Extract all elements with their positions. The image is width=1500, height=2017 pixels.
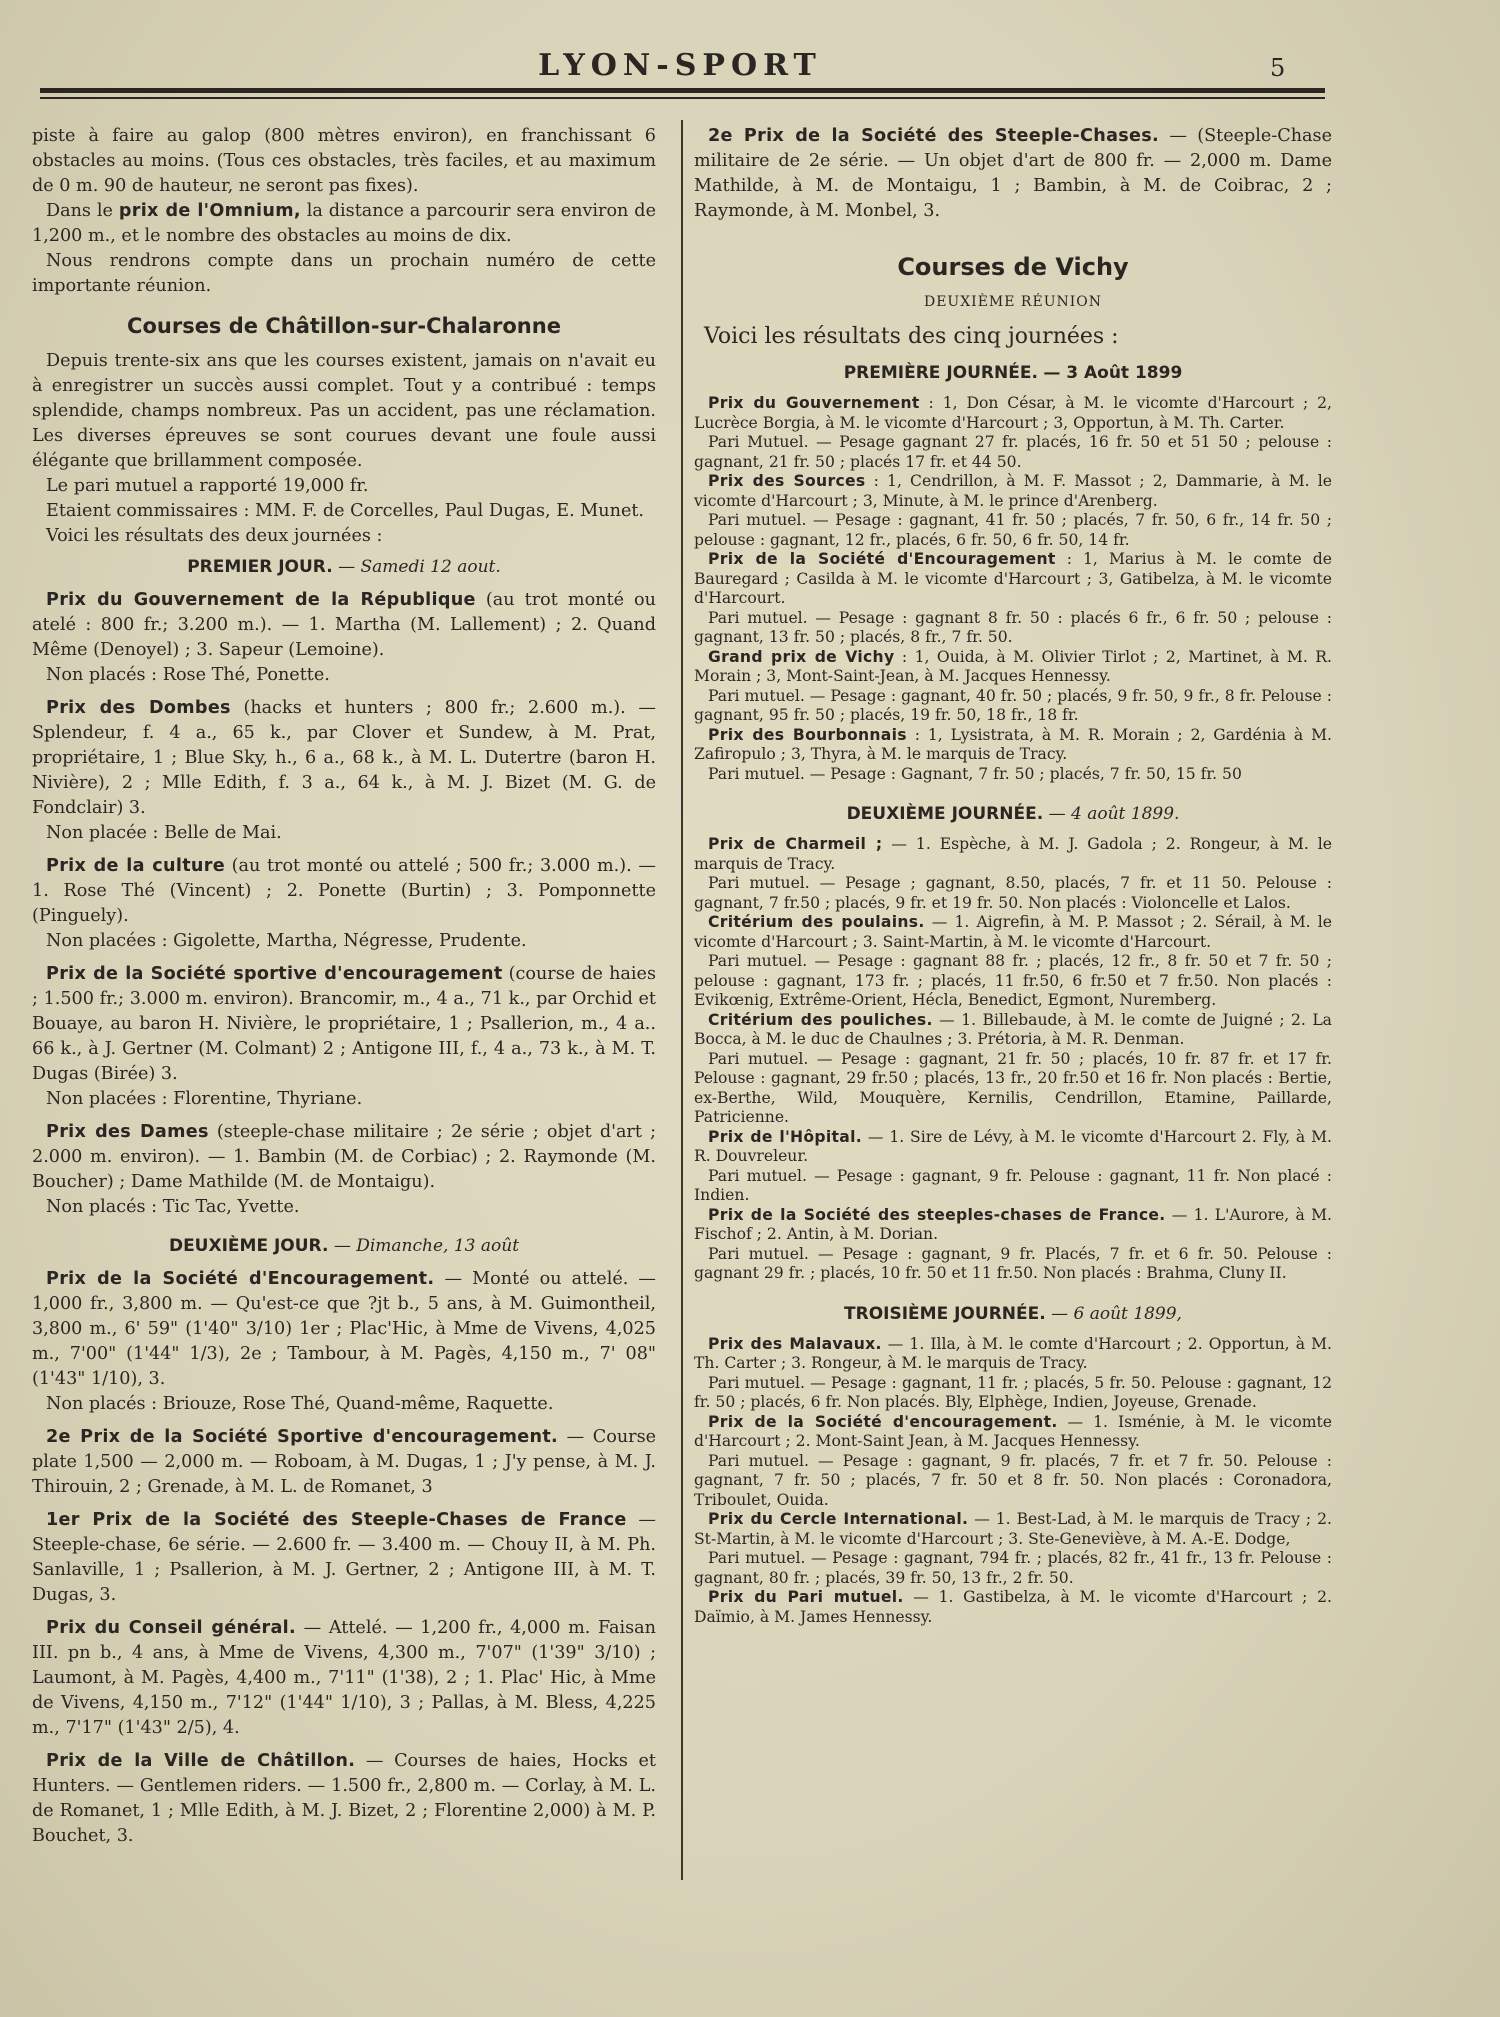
race-text: : 1, Don César, à M. le vicomte d'Harcourt ; 2, Lucrèce Borgia, à M. le vicomte d'Harcourt ; 3, Opportun, à M. Th. Carter. (694, 394, 1332, 432)
chatillon-para-1: Depuis trente-six ans que les courses existent, jamais on n'avait eu à enregistrer un succès aussi complet. Tout y a contribué : temps splendide, champs nombreux. Pas un accident, pas une réclamation. Les diverses épreuves se sont courues devant une foule aussi élégante que brillamment composée. (32, 351, 656, 471)
steeple-entry (694, 124, 1332, 224)
race-name: Prix du Gouvernement (708, 394, 920, 412)
vichy-day1-entries (694, 394, 1332, 784)
race-entry (32, 962, 656, 1087)
race-entry (32, 588, 656, 663)
pari-mutuel: Pari mutuel. — Pesage : gagnant, 11 fr. ; placés, 5 fr. 50. Pelouse : gagnant, 12 fr. 50 ; placés, 6 fr. Non placés. Bly, Elphège, Indien, Joyeuse, Grenade. (694, 1373, 1332, 1411)
race-entry (32, 854, 656, 929)
race-text: : 1, Lysistrata, à M. R. Morain ; 2, Gardénia à M. Zafiropulo ; 3, Thyra, à M. le marquis de Tracy. (694, 725, 1333, 763)
race-name: Prix du Cercle International. (708, 1510, 969, 1528)
race-name: 2e Prix de la Société des Steeple-Chases. (708, 126, 1160, 146)
pari-mutuel: Pari mutuel. — Pesage : gagnant, 41 fr. 50 ; placés, 7 fr. 50, 6 fr., 14 fr. 50 ; pelouse : gagnant, 12 fr., placés, 6 fr. 50, 6 fr. 50, 14 fr. (694, 511, 1332, 549)
column-divider (681, 120, 683, 1880)
chatillon-day2-heading (32, 1234, 656, 1259)
race-entry (694, 550, 1332, 609)
race-entry (694, 1206, 1332, 1245)
vichy-day1-heading (694, 361, 1332, 386)
race-name: Prix de l'Hôpital. (708, 1127, 862, 1146)
race-text: (course de haies ; 1.500 fr.; 3.000 m. environ). Brancomir, m., 4 a., 71 k., par Orchid et Bouaye, au baron H. Nivière, le propriétaire, 1 ; Psallerion, m., 4 a.. 66 k., à J. Gertner (M. Colmant) 2 ; Antigone III, f., 4 a., 73 k., à M. T. Dugas (Birée) 3. (32, 964, 656, 1084)
race-name: Critérium des pouliches. (708, 1010, 933, 1029)
race-name: Prix des Bourbonnais (708, 725, 907, 744)
race-text: — 1. Best-Lad, à M. le marquis de Tracy ; 2. St-Martin, à M. le vicomte d'Harcourt ; 3. Ste-Geneviève, à M. A.-E. Dodge, (694, 1510, 1332, 1548)
race-text: — (Steeple-Chase militaire de 2e série. — Un objet d'art de 800 fr. — 2,000 m. Dame Mathilde, à M. de Montaigu, 1 ; Bambin, à M. de Coibrac, 2 ; Raymonde, à M. Monbel, 3. (694, 126, 1332, 221)
pari-mutuel: Pari mutuel. — Pesage : gagnant, 40 fr. 50 ; placés, 9 fr. 50, 9 fr., 8 fr. Pelouse : gagnant, 95 fr. 50 ; placés, 19 fr. 50, 18 fr., 18 fr. (694, 686, 1332, 724)
race-entry (694, 1128, 1332, 1167)
pari-mutuel: Pari mutuel. — Pesage : gagnant, 9 fr. Placés, 7 fr. et 6 fr. 50. Pelouse : gagnant 29 fr. ; placés, 10 fr. 50 et 11 fr.50. Non placés : Brahma, Cluny II. (694, 1244, 1332, 1282)
day-date: — 4 août 1899. (1048, 804, 1180, 824)
race-entry (694, 1588, 1332, 1627)
masthead-rule-thin (40, 97, 1325, 99)
race-text: — 1. Isménie, à M. le vicomte d'Harcourt ; 2. Mont-Saint Jean, à M. Jacques Hennessy. (694, 1412, 1332, 1450)
vichy-day3-heading (694, 1302, 1332, 1327)
race-entry (694, 1413, 1332, 1452)
continuation-paragraph: piste à faire au galop (800 mètres environ), en franchissant 6 obstacles au moins. (Tous ces obstacles, très faciles, et au maximum de 0 m. 90 de hauteur, ne seront pas fixes). (32, 126, 656, 196)
page-number: 5 (1270, 54, 1286, 82)
day-date: — 3 Août 1899 (1043, 363, 1183, 383)
race-name: Prix des Sources (708, 472, 866, 490)
race-text: — Steeple-chase, 6e série. — 2.600 fr. — 3.400 m. — Chouy II, à M. Ph. Sanlaville, 1 ; Psallerion, à M. J. Gertner, 2 ; Antigone III, à M. T. Dugas, 3. (32, 1510, 656, 1605)
race-entry (32, 1508, 656, 1608)
left-column (32, 124, 656, 1849)
pari-mutuel: Pari mutuel. — Pesage : Gagnant, 7 fr. 50 ; placés, 7 fr. 50, 15 fr. 50 (708, 764, 1242, 783)
race-entry (32, 1120, 656, 1195)
day-label: PREMIER JOUR. (187, 557, 333, 577)
chatillon-para-2: Le pari mutuel a rapporté 19,000 fr. (46, 476, 369, 496)
race-entry (694, 394, 1332, 433)
race-name: Prix du Pari mutuel. (708, 1588, 904, 1606)
race-entry (32, 696, 656, 821)
right-column (694, 124, 1332, 1627)
race-name: Prix de la Ville de Châtillon. (46, 1751, 356, 1771)
omnium-pre: Dans le (46, 201, 119, 221)
vichy-subtitle: DEUXIÈME RÉUNION (923, 294, 1103, 310)
race-entry (32, 1749, 656, 1849)
race-text: — 1. Billebaude, à M. le comte de Juigné ; 2. La Bocca, à M. le duc de Chaulnes ; 3. Prétoria, à M. R. Denman. (694, 1010, 1332, 1048)
race-text: (steeple-chase militaire ; 2e série ; objet d'art ; 2.000 m. environ). — 1. Bambin (M. de Corbiac) ; 2. Raymonde (M. Boucher) ; Dame Mathilde (M. de Montaigu). (32, 1122, 656, 1192)
race-text: : 1, Marius à M. le comte de Bauregard ; Casilda à M. le vicomte d'Harcourt ; 3, Gatibelza, à M. le vicomte d'Harcourt. (694, 550, 1333, 607)
pari-mutuel: Pari mutuel. — Pesage : gagnant, 9 fr. placés, 7 fr. et 7 fr. 50. Pelouse : gagnant, 7 fr. 50 ; placés, 7 fr. 50 et 8 fr. 50. Non placés : Coronadora, Triboulet, Ouida. (694, 1451, 1332, 1509)
race-note: Non placés : Tic Tac, Yvette. (46, 1197, 300, 1217)
race-name: Prix des Malavaux. (708, 1334, 882, 1353)
race-text: (au trot monté ou attelé ; 500 fr.; 3.000 m.). — 1. Rose Thé (Vincent) ; 2. Ponette (Burtin) ; 3. Pomponnette (Pinguely). (32, 856, 656, 926)
vichy-day2-entries (694, 835, 1332, 1284)
race-note: Non placés : Briouze, Rose Thé, Quand-même, Raquette. (46, 1394, 554, 1414)
race-name: Prix des Dames (46, 1122, 209, 1142)
chatillon-day2-entries (32, 1267, 656, 1849)
race-entry (694, 1011, 1332, 1050)
race-text: — Course plate 1,500 — 2,000 m. — Roboam, à M. Dugas, 1 ; J'y pense, à M. J. Thirouin, 2 ; Grenade, à M. L. de Romanet, 3 (32, 1427, 657, 1497)
race-text: : 1, Cendrillon, à M. F. Massot ; 2, Dammarie, à M. le vicomte d'Harcourt ; 3, Minute, à M. le prince d'Arenberg. (694, 472, 1332, 510)
chatillon-day1-heading (32, 555, 656, 580)
race-name: Prix de la Société sportive d'encouragement (46, 964, 503, 984)
masthead-title: LYON-SPORT (538, 48, 822, 83)
pari-mutuel: Pari mutuel. — Pesage : gagnant 8 fr. 50 : placés 6 fr., 6 fr. 50 ; pelouse : gagnant, 13 fr. 50 ; placés, 8 fr., 7 fr. 50. (694, 608, 1332, 646)
pari-mutuel: Pari Mutuel. — Pesage gagnant 27 fr. placés, 16 fr. 50 et 51 50 ; pelouse : gagnant, 21 fr. 50 ; placés 17 fr. et 44 50. (694, 433, 1332, 471)
omnium-paragraph (32, 199, 656, 249)
race-note: Non placée : Belle de Mai. (46, 823, 282, 843)
race-name: Prix de la Société d'encouragement. (708, 1412, 1058, 1431)
day-label: DEUXIÈME JOURNÉE. (846, 804, 1044, 824)
race-note: Non placés : Rose Thé, Ponette. (46, 665, 330, 685)
race-entry (694, 1510, 1332, 1549)
vichy-intro: Voici les résultats des cinq journées : (704, 324, 1119, 349)
vichy-day2-heading (694, 802, 1332, 827)
race-entry (694, 472, 1332, 511)
day-date: — Dimanche, 13 août (333, 1236, 520, 1256)
race-entry (694, 648, 1332, 687)
day-label: DEUXIÈME JOUR. (168, 1236, 329, 1256)
race-entry (32, 1267, 656, 1392)
race-text: — 1. Illa, à M. le comte d'Harcourt ; 2. Opportun, à M. Th. Carter ; 3. Rongeur, à M. le marquis de Tracy. (694, 1334, 1332, 1372)
race-name: 1er Prix de la Société des Steeple-Chases de France (46, 1510, 627, 1530)
race-text: — 1. Espèche, à M. J. Gadola ; 2. Rongeur, à M. le marquis de Tracy. (694, 835, 1332, 873)
race-entry (694, 1335, 1332, 1374)
race-name: Prix de la Société d'Encouragement (708, 550, 1056, 568)
race-text: — 1. Aigrefin, à M. P. Massot ; 2. Sérail, à M. le vicomte d'Harcourt ; 3. Saint-Martin, à M. le vicomte d'Harcourt. (694, 913, 1332, 951)
race-text: — 1. L'Aurore, à M. Fischof ; 2. Antin, à M. Dorian. (694, 1205, 1333, 1243)
chatillon-day1-entries (32, 588, 656, 1220)
race-name: 2e Prix de la Société Sportive d'encouragement. (46, 1427, 559, 1447)
race-name: Prix de Charmeil ; (708, 835, 883, 853)
masthead-rule-thick (40, 88, 1325, 93)
closing-paragraph: Nous rendrons compte dans un prochain numéro de cette importante réunion. (32, 251, 656, 296)
race-entry (32, 1425, 656, 1500)
pari-mutuel: Pari mutuel. — Pesage : gagnant, 9 fr. Pelouse : gagnant, 11 fr. Non placé : Indien. (694, 1166, 1332, 1204)
omnium-rest: la distance a parcourir sera environ de 1,200 m., et le nombre des obstacles au moins de dix. (32, 201, 656, 246)
race-name: Critérium des poulains. (708, 913, 925, 931)
vichy-heading: Courses de Vichy (897, 253, 1129, 281)
race-note: Non placées : Gigolette, Martha, Négresse, Prudente. (46, 931, 527, 951)
pari-mutuel: Pari mutuel. — Pesage : gagnant, 21 fr. 50 ; placés, 10 fr. 87 fr. et 17 fr. Pelouse : gagnant, 29 fr.50 ; placés, 13 fr., 20 fr.50 et 16 fr. Non placés : Bertie, ex-Berthe, Wild, Mouquère, Kernilis, Cendrillon, Etamine, Paillarde, Patricienne. (694, 1049, 1332, 1126)
chatillon-para-4: Voici les résultats des deux journées : (46, 526, 383, 546)
race-text: — 1. Gastibelza, à M. le vicomte d'Harcourt ; 2. Daïmio, à M. James Hennessy. (694, 1588, 1332, 1626)
pari-mutuel: Pari mutuel. — Pesage ; gagnant, 8.50, placés, 7 fr. et 11 50. Pelouse : gagnant, 7 fr.50 ; placés, 9 fr. et 19 fr. 50. Non placés : Violoncelle et Lalos. (694, 874, 1332, 912)
chatillon-heading: Courses de Châtillon-sur-Chalaronne (127, 314, 561, 338)
race-entry (694, 913, 1332, 952)
race-entry (694, 726, 1332, 765)
chatillon-para-3: Etaient commissaires : MM. F. de Corcelles, Paul Dugas, E. Munet. (46, 501, 645, 521)
masthead (40, 48, 1320, 83)
race-text: — Monté ou attelé. — 1,000 fr., 3,800 m. — Qu'est-ce que ?jt b., 5 ans, à M. Guimontheil, 3,800 m., 6' 59" (1'40" 3/10) 1er ; Plac'Hic, à Mme de Vivens, 4,025 m., 7'00" (1'44" 1/3), 2e ; Tambour, à M. Pagès, 4,150 m., 7' 08" (1'43" 1/10), 3. (32, 1269, 656, 1389)
race-name: Grand prix de Vichy (708, 647, 895, 666)
race-text: : 1, Ouida, à M. Olivier Tirlot ; 2, Martinet, à M. R. Morain ; 3, Mont-Saint-Jean, à M. Jacques Hennessy. (694, 647, 1332, 685)
pari-mutuel: Pari mutuel. — Pesage : gagnant, 794 fr. ; placés, 82 fr., 41 fr., 13 fr. Pelouse : gagnant, 80 fr. ; placés, 39 fr. 50, 13 fr., 2 fr. 50. (694, 1549, 1332, 1587)
vichy-day3-entries (694, 1335, 1332, 1628)
omnium-race-name: prix de l'Omnium, (118, 201, 301, 221)
race-name: Prix de la culture (46, 856, 225, 876)
race-name: Prix de la Société d'Encouragement. (46, 1269, 435, 1289)
day-label: PREMIÈRE JOURNÉE. (843, 363, 1038, 383)
race-name: Prix de la Société des steeples-chases de France. (708, 1205, 1166, 1224)
race-text: — Courses de haies, Hocks et Hunters. — Gentlemen riders. — 1.500 fr., 2,800 m. — Corlay, à M. L. de Romanet, 1 ; Mlle Edith, à M. J. Bizet, 2 ; Florentine 2,000) à M. P. Bouchet, 3. (32, 1751, 656, 1846)
race-text: — 1. Sire de Lévy, à M. le vicomte d'Harcourt 2. Fly, à M. R. Douvreleur. (694, 1127, 1332, 1165)
race-text: (au trot monté ou atelé : 800 fr.; 3.200 m.). — 1. Martha (M. Lallement) ; 2. Quand Même (Denoyel) ; 3. Sapeur (Lemoine). (32, 590, 656, 660)
day-date: — 6 août 1899, (1051, 1303, 1182, 1324)
race-name: Prix du Conseil général. (46, 1618, 297, 1638)
race-text: (hacks et hunters ; 800 fr.; 2.600 m.). — Splendeur, f. 4 a., 65 k., par Clover et Sundew, à M. Prat, propriétaire, 1 ; Blue Sky, h., 6 a., 68 k., à M. L. Dutertre (baron H. Nivière), 2 ; Mlle Edith, f. 3 a., 64 k., à M. J. Bizet (M. G. de Fondclair) 3. (32, 698, 656, 818)
race-entry (694, 835, 1332, 874)
race-note: Non placées : Florentine, Thyriane. (46, 1089, 363, 1109)
race-name: Prix du Gouvernement de la République (46, 590, 476, 610)
race-entry (32, 1616, 656, 1741)
race-text: — Attelé. — 1,200 fr., 4,000 m. Faisan III. pn b., 4 ans, à Mme de Vivens, 4,300 m., 7'07" (1'39" 3/10) ; Laumont, à M. Pagès, 4,400 m., 7'11" (1'38), 2 ; 1. Plac' Hic, à Mme de Vivens, 4,150 m., 7'12" (1'44" 1/10), 3 ; Pallas, à M. Bless, 4,225 m., 7'17" (1'43" 2/5), 4. (32, 1618, 657, 1738)
day-label: TROISIÈME JOURNÉE. (844, 1303, 1046, 1324)
pari-mutuel: Pari mutuel. — Pesage : gagnant 88 fr. ; placés, 12 fr., 8 fr. 50 et 7 fr. 50 ; pelouse : gagnant, 173 fr. ; placés, 11 fr.50, 6 fr.50 et 7 fr.50. Non placés : Evikœnig, Extrême-Orient, Hécla, Benedict, Egmont, Nuremberg. (694, 952, 1332, 1009)
day-date: — Samedi 12 aout. (338, 557, 501, 577)
race-name: Prix des Dombes (46, 698, 231, 718)
